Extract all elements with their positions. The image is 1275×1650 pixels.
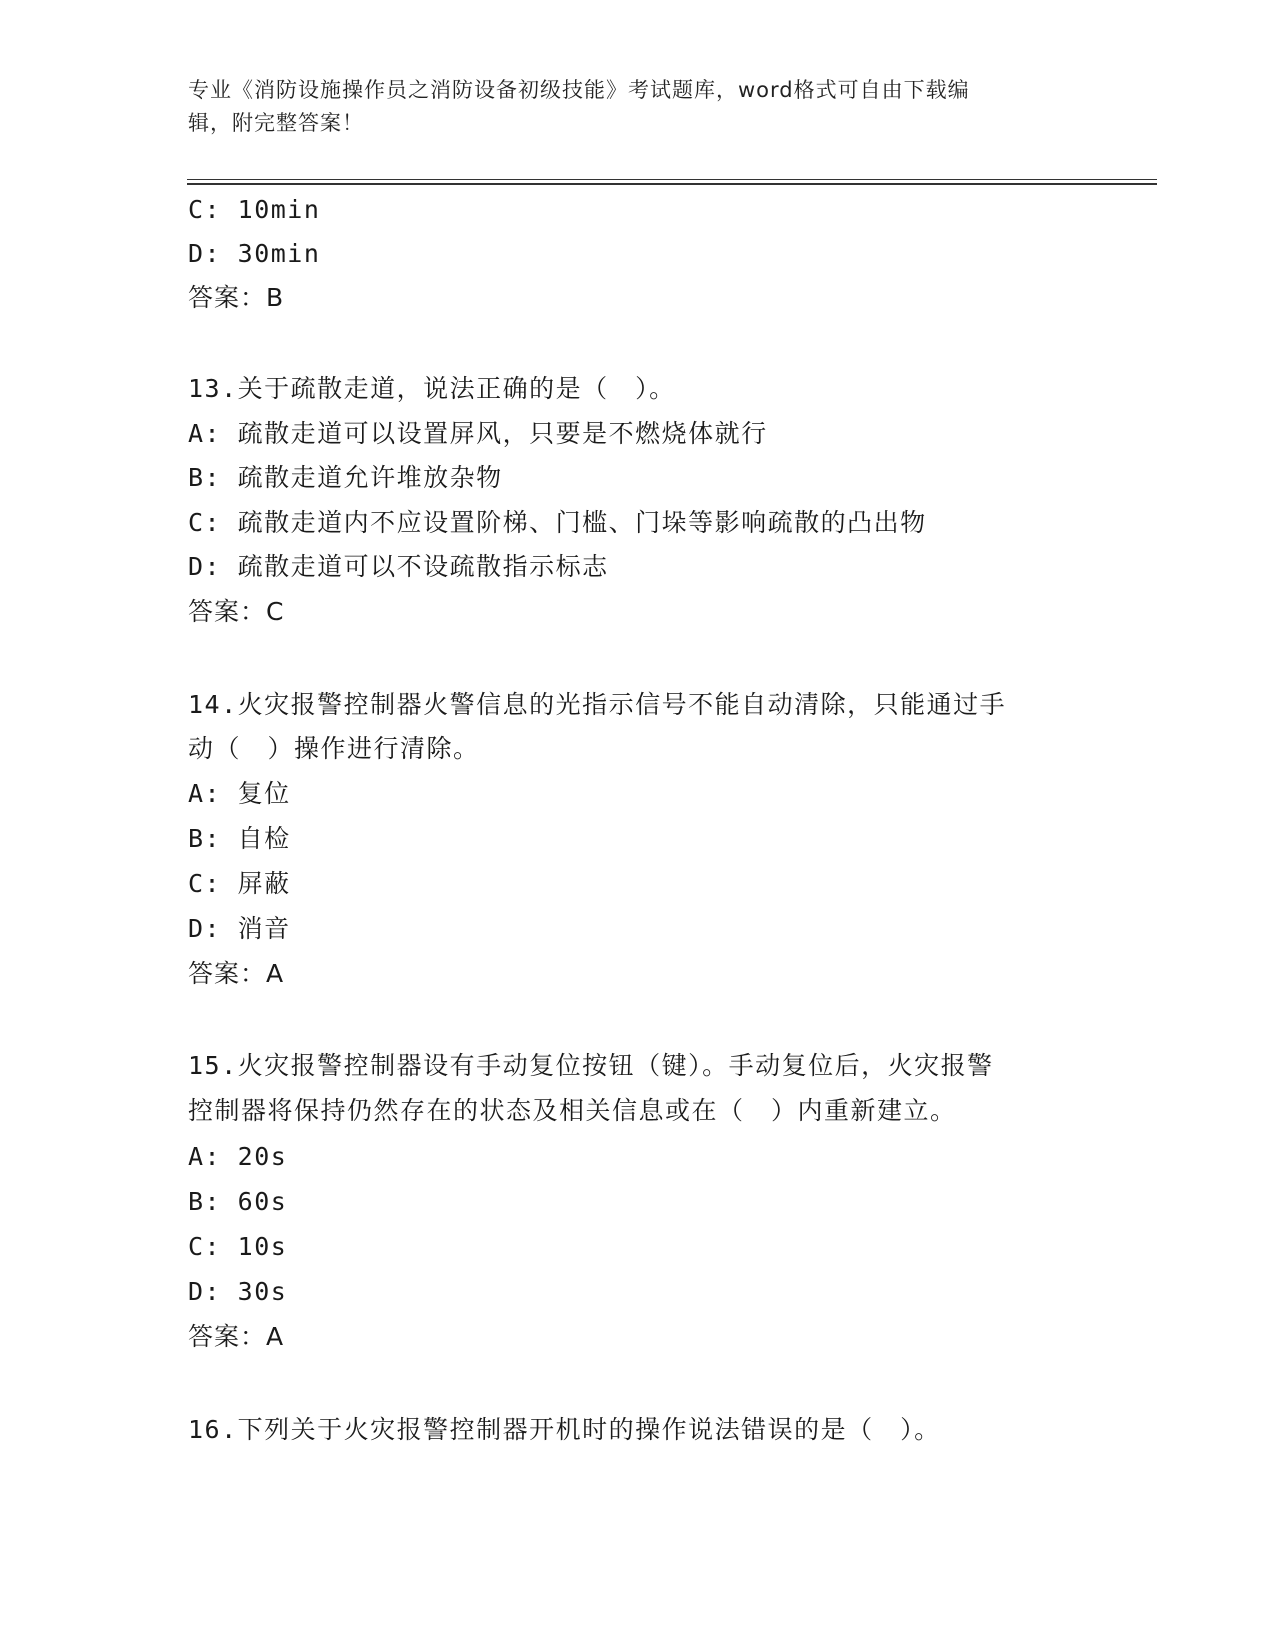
q15-answer: 答案：A — [188, 1322, 285, 1351]
q15-option-b: B: 60s — [188, 1187, 288, 1216]
q15-stem-line-1: 15.火灾报警控制器设有手动复位按钮（键）。手动复位后，火灾报警 — [188, 1051, 994, 1080]
q14-option-d: D: 消音 — [188, 914, 291, 943]
q13-option-d: D: 疏散走道可以不设疏散指示标志 — [188, 552, 609, 581]
q16-stem: 16.下列关于火灾报警控制器开机时的操作说法错误的是（ ）。 — [188, 1415, 941, 1444]
q15-option-d: D: 30s — [188, 1277, 288, 1306]
q14-option-a: A: 复位 — [188, 779, 291, 808]
q14-option-c: C: 屏蔽 — [188, 869, 291, 898]
header-title-line-1: 专业《消防设施操作员之消防设备初级技能》考试题库，word格式可自由下载编 — [188, 78, 970, 102]
header-divider-thick — [187, 183, 1157, 185]
q14-option-b: B: 自检 — [188, 824, 291, 853]
q13-stem: 13.关于疏散走道，说法正确的是（ ）。 — [188, 374, 676, 403]
document-header — [188, 74, 1088, 140]
q15-option-a: A: 20s — [188, 1142, 288, 1171]
q13-option-b: B: 疏散走道允许堆放杂物 — [188, 463, 503, 492]
q13-option-c: C: 疏散走道内不应设置阶梯、门槛、门垛等影响疏散的凸出物 — [188, 508, 927, 537]
header-divider-thin — [187, 179, 1157, 180]
q13-option-a: A: 疏散走道可以设置屏风，只要是不燃烧体就行 — [188, 419, 768, 448]
q14-answer: 答案：A — [188, 959, 285, 988]
q15-stem-line-2: 控制器将保持仍然存在的状态及相关信息或在（ ）内重新建立。 — [188, 1096, 957, 1125]
q14-stem-line-2: 动（ ）操作进行清除。 — [188, 734, 480, 763]
q15-option-c: C: 10s — [188, 1232, 288, 1261]
prev-answer: 答案：B — [188, 283, 285, 312]
header-title-line-2: 辑，附完整答案！ — [188, 111, 364, 135]
q13-answer: 答案：C — [188, 597, 285, 626]
prev-option-c: C: 10min — [188, 195, 321, 224]
q14-stem-line-1: 14.火灾报警控制器火警信息的光指示信号不能自动清除，只能通过手 — [188, 690, 1007, 719]
prev-option-d: D: 30min — [188, 239, 321, 268]
